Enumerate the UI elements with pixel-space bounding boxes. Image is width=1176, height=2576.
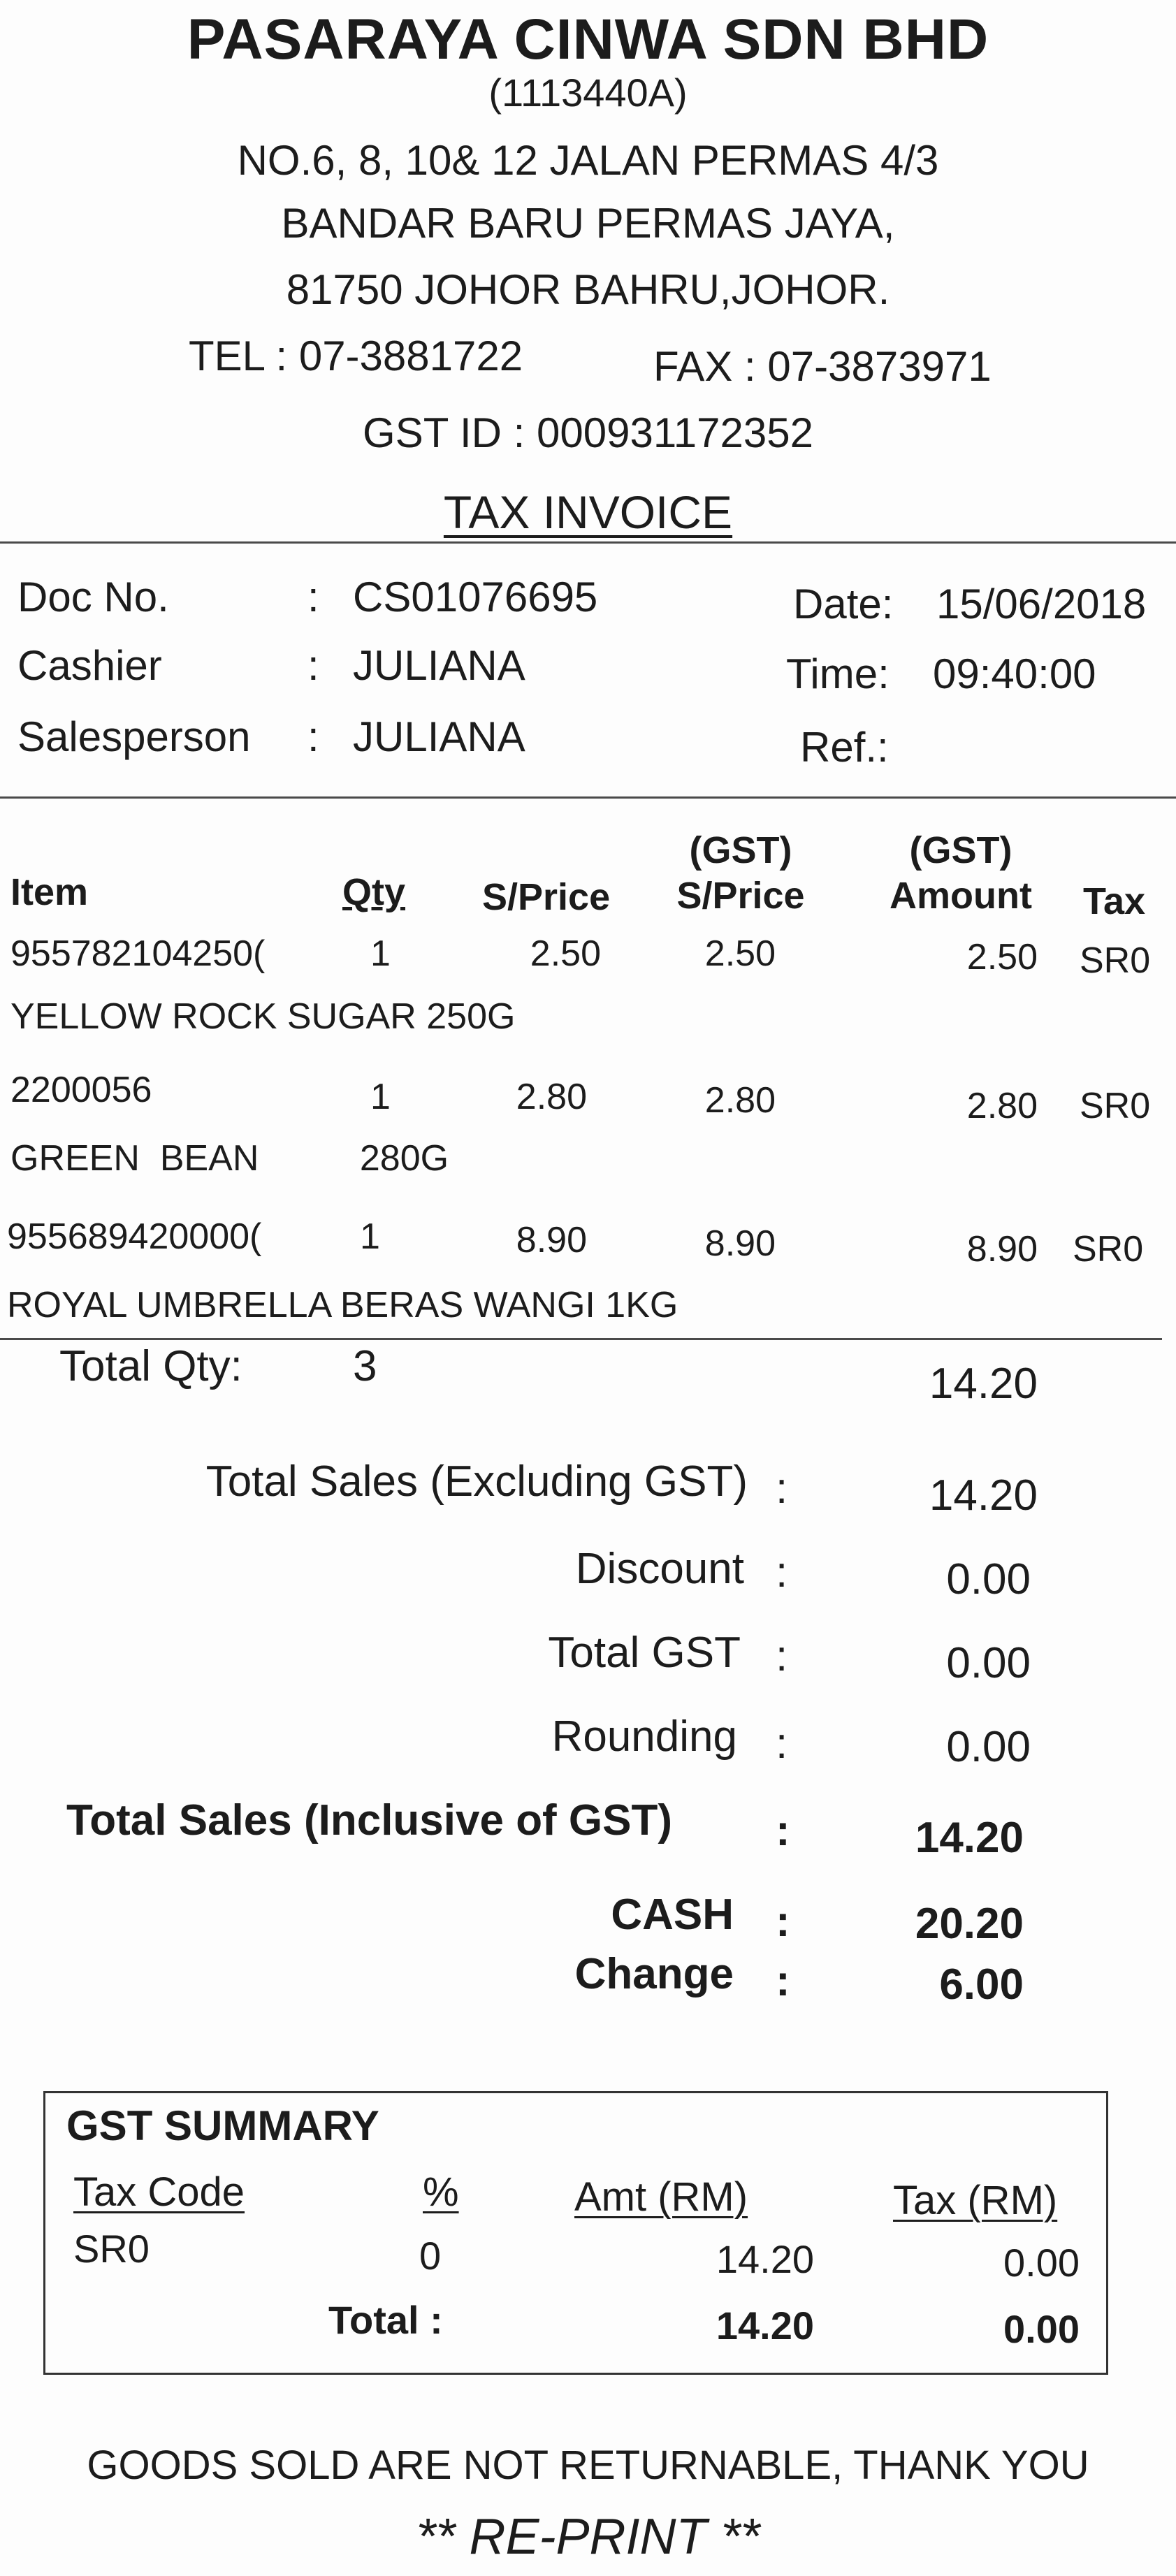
totals-colon: :	[776, 1464, 788, 1513]
totals-colon: :	[776, 1898, 790, 1946]
column-gst-amount-bottom: Amount	[890, 875, 1032, 917]
total-qty-value: 3	[353, 1342, 377, 1390]
company-registration-number: (1113440A)	[488, 71, 688, 115]
item-amount: 2.80	[966, 1086, 1038, 1126]
total-gst-value: 0.00	[946, 1639, 1031, 1687]
item-sprice: 2.50	[530, 933, 601, 974]
doc-no-value: CS01076695	[353, 574, 598, 620]
column-item: Item	[10, 871, 89, 913]
item-code: 955782104250(	[10, 933, 266, 974]
phone-number: TEL : 07-3881722	[189, 333, 523, 379]
date-value: 15/06/2018	[936, 581, 1147, 627]
total-gst-label: Total GST	[548, 1629, 741, 1677]
gst-summary-total-tax: 0.00	[1003, 2307, 1080, 2351]
total-sales-excl-gst-value: 14.20	[929, 1471, 1038, 1520]
gst-summary-amount-header: Amt (RM)	[574, 2174, 748, 2220]
address-line-3: 81750 JOHOR BAHRU,JOHOR.	[286, 266, 890, 313]
gst-summary-tax-header: Tax (RM)	[893, 2178, 1058, 2223]
doc-no-label: Doc No.	[17, 574, 169, 620]
column-gst-sprice-bottom: S/Price	[676, 875, 805, 917]
meta-colon: :	[307, 642, 319, 689]
time-value: 09:40:00	[933, 650, 1096, 697]
totals-colon: :	[776, 1719, 788, 1768]
column-tax: Tax	[1083, 880, 1146, 922]
gst-summary-tax-code-header: Tax Code	[73, 2169, 245, 2215]
item-tax-code: SR0	[1073, 1229, 1144, 1269]
date-label: Date:	[793, 581, 894, 627]
salesperson-label: Salesperson	[17, 713, 251, 760]
gst-summary-row-amount: 14.20	[716, 2237, 814, 2281]
cash-label: CASH	[611, 1891, 734, 1939]
column-gst-sprice-top: (GST)	[689, 829, 792, 871]
tax-invoice-title: TAX INVOICE	[443, 486, 733, 538]
item-tax-code: SR0	[1080, 1086, 1151, 1126]
item-qty: 1	[370, 933, 391, 974]
column-sprice: S/Price	[482, 876, 611, 918]
change-label: Change	[574, 1950, 734, 1998]
total-qty-label: Total Qty:	[59, 1342, 242, 1390]
address-line-1: NO.6, 8, 10& 12 JALAN PERMAS 4/3	[237, 137, 939, 184]
totals-colon: :	[776, 1632, 788, 1680]
divider-line	[0, 796, 1176, 799]
item-sprice: 2.80	[516, 1077, 587, 1117]
item-description: GREEN BEAN 280G	[10, 1138, 449, 1179]
totals-colon: :	[776, 1548, 788, 1596]
reprint-label: ** RE-PRINT **	[416, 2509, 760, 2565]
item-code: 955689420000(	[7, 1216, 262, 1257]
gst-summary-title: GST SUMMARY	[66, 2102, 379, 2149]
item-sprice: 8.90	[516, 1220, 587, 1260]
item-code: 2200056	[10, 1070, 152, 1110]
salesperson-value: JULIANA	[353, 713, 525, 760]
address-line-2: BANDAR BARU PERMAS JAYA,	[281, 200, 895, 247]
item-gst-sprice: 8.90	[704, 1223, 776, 1264]
rounding-value: 0.00	[946, 1723, 1031, 1771]
total-sales-incl-gst-label: Total Sales (Inclusive of GST)	[66, 1796, 673, 1844]
total-amount: 14.20	[929, 1360, 1038, 1408]
store-name: PASARAYA CINWA SDN BHD	[187, 8, 989, 71]
total-sales-excl-gst-label: Total Sales (Excluding GST)	[205, 1457, 748, 1506]
item-description: YELLOW ROCK SUGAR 250G	[10, 996, 516, 1037]
total-sales-incl-gst-value: 14.20	[915, 1814, 1024, 1862]
divider-line	[0, 1338, 1162, 1340]
cashier-label: Cashier	[17, 642, 162, 689]
item-amount: 8.90	[966, 1229, 1038, 1269]
item-amount: 2.50	[966, 937, 1038, 977]
item-qty: 1	[370, 1077, 391, 1117]
cash-value: 20.20	[915, 1900, 1024, 1948]
returns-policy-note: GOODS SOLD ARE NOT RETURNABLE, THANK YOU	[87, 2443, 1089, 2488]
item-gst-sprice: 2.50	[704, 933, 776, 974]
item-description: ROYAL UMBRELLA BERAS WANGI 1KG	[7, 1285, 678, 1325]
gst-id: GST ID : 000931172352	[363, 409, 813, 456]
meta-colon: :	[307, 713, 319, 760]
item-tax-code: SR0	[1080, 940, 1151, 981]
divider-line	[0, 541, 1176, 544]
ref-label: Ref.:	[800, 724, 889, 771]
gst-summary-percent-header: %	[423, 2169, 459, 2215]
meta-colon: :	[307, 574, 319, 620]
change-value: 6.00	[939, 1960, 1024, 2009]
column-gst-amount-top: (GST)	[909, 829, 1012, 871]
gst-summary-row-tax-code: SR0	[73, 2227, 150, 2271]
gst-summary-total-amount: 14.20	[716, 2304, 814, 2348]
totals-colon: :	[776, 1807, 790, 1855]
item-qty: 1	[360, 1216, 380, 1257]
discount-label: Discount	[575, 1545, 744, 1593]
item-gst-sprice: 2.80	[704, 1080, 776, 1121]
column-qty: Qty	[342, 871, 406, 913]
totals-colon: :	[776, 1957, 790, 2005]
time-label: Time:	[786, 650, 890, 697]
fax-number: FAX : 07-3873971	[653, 343, 992, 390]
gst-summary-row-percent: 0	[419, 2234, 442, 2278]
gst-summary-total-label: Total :	[328, 2298, 443, 2342]
gst-summary-row-tax: 0.00	[1003, 2241, 1080, 2285]
cashier-value: JULIANA	[353, 642, 525, 689]
rounding-label: Rounding	[551, 1712, 737, 1761]
gst-summary-box	[43, 2091, 1108, 2375]
discount-value: 0.00	[946, 1555, 1031, 1603]
